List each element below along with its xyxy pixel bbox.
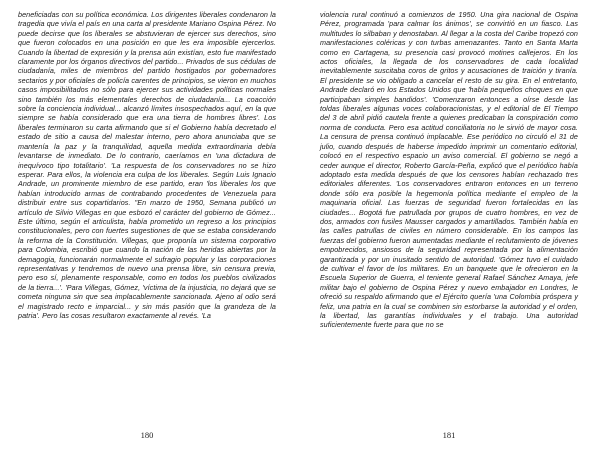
left-page-number: 180 bbox=[140, 430, 154, 440]
right-page-text: violencia rural continuó a comienzos de 1950. Una gira nacional de Ospina Pérez, programada 'para calmar los ánimos', se convirtió en un fiasco. Las multitudes lo silbaban y denostaban. Al llegar a la costa del Caribe tropezó con manifestaciones coléricas y con turbas amenazantes. Tanto en Santa Marta como en Cartagena, su presencia casi provocó motines callejeros. En los actos oficiales, la llegada de los conservadores de cada localidad inevitablemente suscitaba coros de gritos y acusaciones de traición y tiranía. El presidente se vio obligado a cancelar el resto de su gira. En el entretanto, Andrade declaró en los Estados Unidos que 'había pequeños choques en que participaban simples bandidos'. 'Comenzaron entonces a oírse desde las toldas liberales algunas voces colaboracionistas, y el editorial de El Tiempo del 3 de abril pidió cautela frente a quienes predicaban la conspiración como norma de conducta. Pero esa actitud conciliatoria no le sirvió de mayor cosa. La censura de prensa continuó implacable. Ese periódico no circuló el 31 de julio, cuando después de haberse impedido imprimir un comentario editorial, colocó en el respectivo espacio un aviso comercial. El gobierno se negó a ceder aunque el director, Roberto García-Peña, explicó que el periódico había adoptado esta medida después de que los censores habían rechazado tres editoriales diferentes. 'Los conservadores entraron entonces en un terreno donde sólo era posible la hegemonía política mediante el empleo de la maquinaria oficial. Las fuerzas de seguridad fueron fortalecidas en las ciudades... Bogotá fue patrullada por grupos de cuatro hombres, en vez de dos, armados con fusiles Mausser cargados y amartillados. También había en las calles patrullas de civiles en número considerable. En los campos las fuerzas del gobierno fueron aumentadas mediante el reclutamiento de jóvenes empobrecidos, ansiosos de la seguridad representada por la alimentación garantizada y por un inusitado sentido de autoridad. 'Gómez tuvo el cuidado de cultivar el favor de los militares. En un banquete que le ofrecieron en la Escuela Superior de Guerra, el teniente general Rafael Sánchez Amaya, jefe militar bajo el gobierno de Ospina Pérez y nuevo embajador en Londres, le ofreció su respaldo afirmando que el Ejército quería 'una Colombia próspera y feliz, una patria en la cual se combinen sin estorbarse la autoridad y el orden, la libertad, las garantías individuales y el trabajo. Una autoridad suficientemente fuerte para que no se bbox=[320, 10, 578, 330]
right-page bbox=[320, 10, 578, 450]
right-page-number: 181 bbox=[442, 430, 456, 440]
left-page bbox=[18, 10, 276, 450]
left-page-text: beneficiadas con su política económica. Los dirigentes liberales condenaron la tragedia que vivía el país en una carta al presidente Mariano Ospina Pérez. No puede decirse que los liberales se abstuvieran de ejercer sus derechos, sino que fueron colocados en una posición en que les era imposible ejercerlos. Cuando la libertad de expresión y la prensa aún existían, esto fue manifestado claramente por los órganos directivos del partido... Privados de sus cédulas de ciudadanía, miles de miembros del partido hostigados por gobernadores sectarios y por oficiales de policía carentes de principios, se vieron en muchos casos imposibilitados no sólo para ejercer sus actividades políticas normales sino también los más elementales derechos de ciudadanía... La coacción sobre la conciencia individual... alcanzó límites insospechados aquí, en la que siempre se había considerado que era una tierra de hombres libres'. Los liberales terminaron su carta afirmando que si el Gobierno había decretado el estado de sitio a causa del malestar interno, pero ahora anunciaba que se mantenía la paz y la tranquilidad, aquella medida extraordinaria debía levantarse de inmediato. De lo contrario, caeríamos en 'una dictadura de inequívoco tipo totalitario'. 'La respuesta de los conservadores no se hizo esperar. Para ellos, la violencia era culpa de los liberales. Según Luis Ignacio Andrade, un prominente miembro de ese partido, eran 'los liberales los que habían introducido armas de contrabando procedentes de Venezuela para distribuir entre sus copartidarios. "En marzo de 1950, Semana publicó un artículo de Silvio Villegas en que esbozó el carácter del gobierno de Gómez... Este último, según el articulista, había prometido un regreso a los principios constitucionales, pero con fuertes sugestiones de que se estaba considerando la reforma de la Constitución. Villegas, que proponía un sistema corporativo para Colombia, escribió que cuando la nación de las heridas abiertas por la demagogia, funcionarán normalmente el sufragio popular y las corporaciones representativas y tendremos de nuevo una prensa libre, sin censura previa, pero eso sí, plenamente responsable, como en todos los pueblos civilizados de la tierra...'. 'Para Villegas, Gómez, 'víctima de la injusticia, no dejará que se cometa ninguna sin que sea implacablemente sancionada. Ajeno al odio será el magistrado recto e imparcial... y sin más pasión que la grandeza de la patria'. Pero las cosas resultaron exactamente al revés. 'La bbox=[18, 10, 276, 320]
